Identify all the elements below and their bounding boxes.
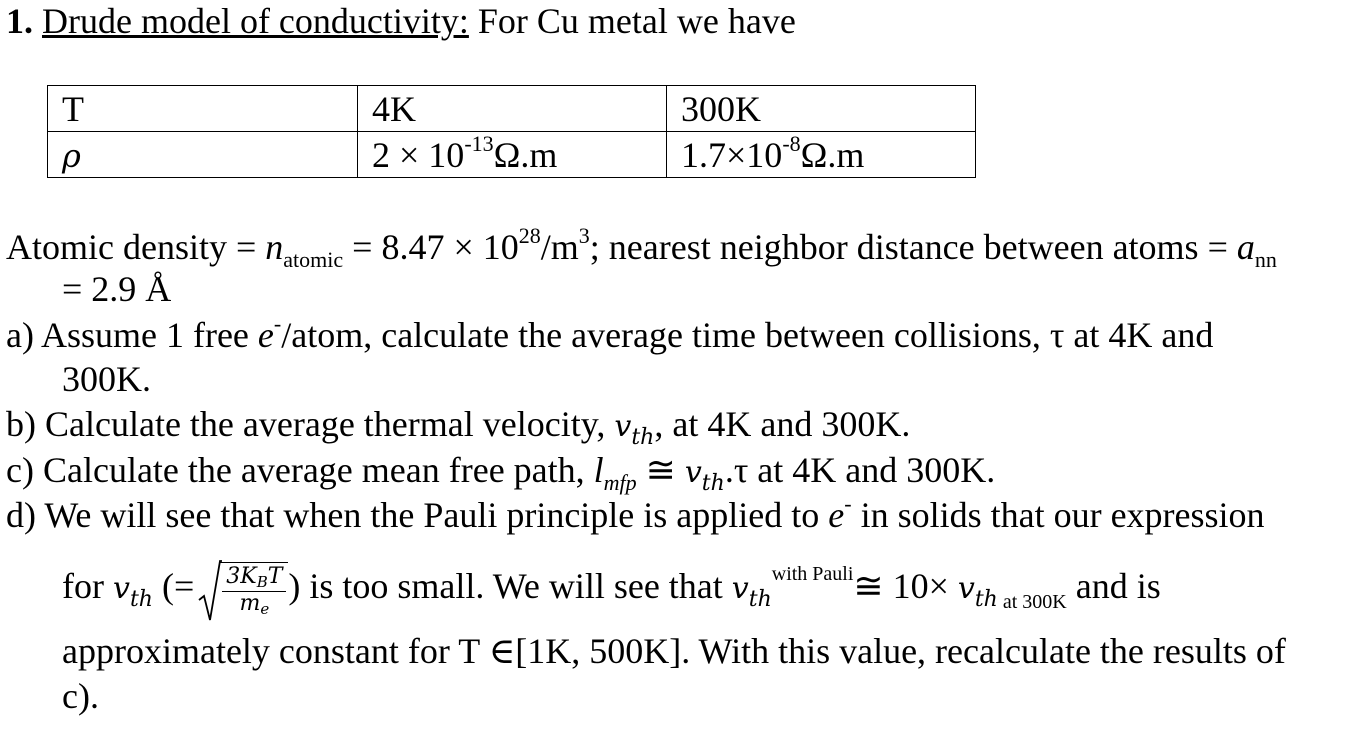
at-300k-subscript: at 300K [997, 590, 1067, 613]
v-subscript: th [748, 586, 772, 612]
electron-charge: - [844, 491, 852, 516]
value-unit: Ω.m [800, 134, 865, 175]
problem-title [6, 0, 796, 43]
table-cell [48, 132, 358, 178]
rho-symbol: ρ [62, 136, 81, 175]
numerator-subscript: B [256, 573, 268, 591]
sqrt-icon [198, 560, 222, 622]
v-symbol: v [731, 570, 749, 606]
density-value: = 8.47 × 10 [343, 227, 519, 267]
table-cell [667, 132, 976, 178]
problem-intro: For Cu metal we have [468, 1, 796, 41]
electron-charge: - [273, 311, 282, 336]
value-mantissa: 1.7×10 [681, 134, 783, 175]
pauli-superscript: with Pauli [771, 562, 854, 585]
table-cell: 4K [358, 86, 667, 132]
question-text: in solids that our expression [851, 495, 1265, 535]
numerator-temp: T [267, 564, 283, 589]
electron-symbol: e [828, 495, 845, 535]
v-symbol: v [957, 570, 975, 606]
question-d-formula-line [62, 562, 1161, 617]
v-symbol: v [112, 570, 130, 606]
l-subscript: mfp [603, 470, 637, 495]
v-subscript: th [701, 471, 725, 496]
v-subscript: th [129, 586, 153, 612]
question-a [6, 311, 1214, 357]
problem-topic: Drude model of conductivity: [42, 1, 469, 41]
v-subscript: th [974, 586, 998, 612]
table-row [48, 86, 976, 132]
value-mantissa: 2 × 10 [372, 134, 465, 175]
n-subscript: atomic [283, 247, 344, 272]
denominator-text: m [239, 590, 261, 616]
value-unit: Ω.m [493, 134, 558, 175]
l-symbol: l [593, 450, 604, 490]
question-c [6, 449, 996, 496]
value-exponent: -13 [464, 130, 494, 156]
fraction [222, 565, 286, 617]
question-d-line3: approximately constant for T ∈[1K, 500K]. With this value, recalculate the results of [62, 631, 1286, 671]
question-d [6, 491, 1265, 537]
sqrt-expression [198, 562, 288, 617]
table-cell: 300K [667, 86, 976, 132]
n-symbol: n [265, 227, 284, 267]
question-text: for [62, 565, 113, 606]
resistivity-table [47, 85, 976, 178]
question-text: /atom, calculate the average time between collisions, τ at 4K and [281, 315, 1214, 355]
unit-exponent: 3 [578, 223, 590, 248]
table-cell [358, 132, 667, 178]
density-label: Atomic density = [6, 227, 266, 267]
question-text: d) We will see that when the Pauli principle is applied to [6, 495, 829, 535]
question-text: b) Calculate the average thermal velocity, [6, 404, 615, 444]
v-symbol: v [684, 455, 702, 490]
question-a-cont: 300K. [62, 359, 151, 399]
denominator-subscript: e [260, 599, 270, 618]
density-exponent: 28 [518, 223, 541, 248]
question-text: and is [1066, 565, 1161, 606]
table-cell: T [48, 86, 358, 132]
question-text: , at 4K and 300K. [654, 404, 911, 444]
v-subscript: th [631, 425, 655, 450]
question-text: .τ at 4K and 300K. [724, 450, 996, 490]
problem-number: 1. [6, 1, 33, 41]
a-symbol: a [1236, 227, 1255, 267]
question-text: c) Calculate the average mean free path, [6, 450, 594, 490]
question-text: ) is too small. We will see that [288, 565, 732, 606]
numerator-text: 3K [226, 564, 257, 589]
fraction-denominator [222, 592, 286, 618]
table-row [48, 132, 976, 178]
fraction-numerator [222, 565, 286, 592]
paren-open: (= [152, 565, 195, 606]
question-text: a) Assume 1 free [6, 315, 258, 355]
value-exponent: -8 [782, 130, 801, 156]
density-line [6, 223, 1277, 272]
neighbor-label: ; nearest neighbor distance between atoms = [589, 227, 1237, 267]
approx-factor: ≅ 10× [853, 565, 958, 606]
question-d-line4: c). [62, 676, 99, 716]
v-symbol: v [614, 409, 632, 444]
density-unit: /m [540, 227, 579, 267]
approx-sign: ≅ [636, 450, 685, 490]
a-subscript: nn [1254, 247, 1277, 272]
electron-symbol: e [257, 315, 274, 355]
neighbor-distance-value: = 2.9 Å [62, 269, 172, 309]
question-b [6, 403, 911, 450]
